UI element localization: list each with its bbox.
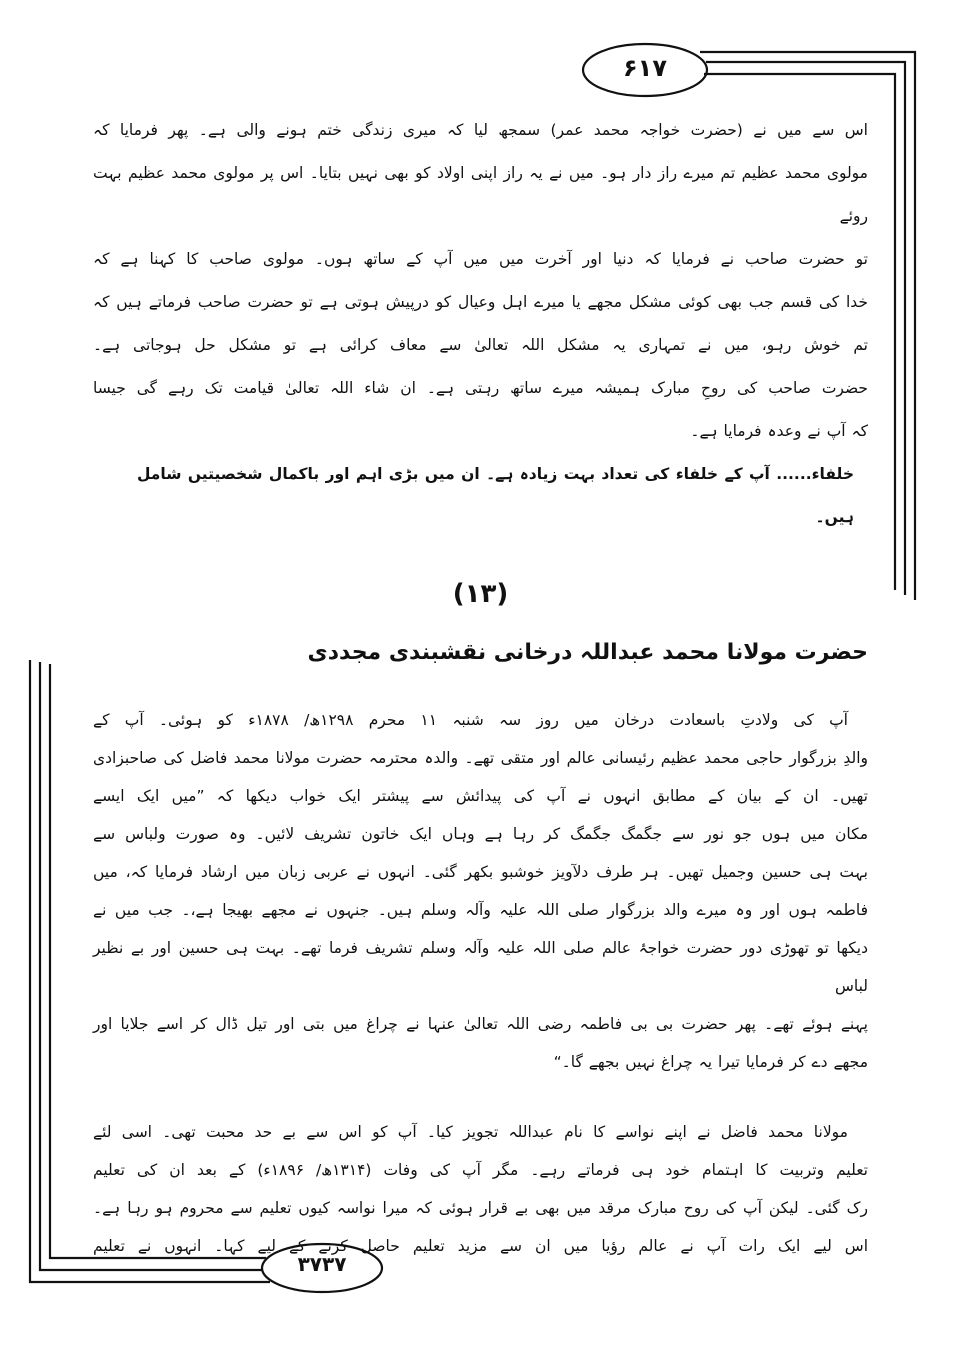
khulafa-line: خلفاء...... آپ کے خلفاء کی تعداد بہت زیادہ ہے۔ ان میں بڑی اہم اور باکمال شخصیتیں شامل ہیں۔ xyxy=(136,465,854,526)
text-line: تعلیم وتربیت کا اہتمام خود ہی فرماتے رہے۔ مگر آپ کی وفات (۱۳۱۴ھ/ ۱۸۹۶ء) کے بعد ان کی تعلیم xyxy=(93,1161,868,1179)
text-line: اس لیے ایک رات آپ نے عالم رؤیا میں ان سے مزید تعلیم حاصل کرنے کے لیے کہا۔ انہوں نے تعلیم xyxy=(93,1237,868,1255)
paragraph-birth xyxy=(93,701,868,1081)
text-line: کہ آپ نے وعدہ فرمایا ہے۔ xyxy=(690,422,868,440)
text-line: مکان میں ہوں جو نور سے جگمگ جگمگ کر رہا ہے وہاں ایک خاتون تشریف لائیں۔ وہ صورت ولباس سے xyxy=(93,825,868,843)
text-line: پہنے ہوئے تھے۔ پھر حضرت بی بی فاطمہ رضی اللہ تعالیٰ عنہا نے چراغ میں بتی اور تیل ڈال کر اسے جلایا اور xyxy=(93,1015,868,1033)
section-1-text xyxy=(93,109,868,539)
text-line: تھیں۔ ان کے بیان کے مطابق انہوں نے آپ کی پیدائش سے پیشتر ایک خواب دیکھا کہ ”میں ایک ایسے xyxy=(93,787,868,805)
text-line: فاطمہ ہوں اور وہ میرے والد بزرگوار صلی اللہ علیہ وآلہ وسلم ہیں۔ جنہوں نے مجھے بھیجا ہے،۔ جب میں نے xyxy=(93,901,868,919)
text-line: بہت ہی حسین وجمیل تھیں۔ ہر طرف دلآویز خوشبو بکھر گئی۔ انہوں نے عربی زبان میں ارشاد فرمایا کہ، میں xyxy=(93,863,868,881)
section-title: حضرت مولانا محمد عبداللہ درخانی نقشبندی مجددی xyxy=(307,640,868,665)
text-line: تم خوش رہو، میں نے تمہاری یہ مشکل اللہ تعالیٰ سے معاف کرائی ہے تو مشکل حل ہوجاتی ہے۔ xyxy=(93,336,868,354)
text-line: مولانا محمد فاضل نے اپنے نواسے کا نام عبداللہ تجویز کیا۔ آپ کو اس سے بے حد محبت تھی۔ اسی لئے xyxy=(93,1123,848,1141)
text-line: حضرت صاحب کی روحِ مبارک ہمیشہ میرے ساتھ رہتی ہے۔ ان شاء اللہ تعالیٰ قیامت تک رہے گی جیسا xyxy=(93,379,868,397)
section-number: (۱۳) xyxy=(452,579,509,609)
text-line: والدِ بزرگوار حاجی محمد عظیم رئیسانی عالم اور متقی تھے۔ والدہ محترمہ حضرت مولانا محمد فاضل کی صاحبزادی xyxy=(93,749,868,767)
text-line: مولوی محمد عظیم تم میرے راز دار ہو۔ میں نے یہ راز اپنی اولاد کو بھی نہیں بتایا۔ اس پر مولوی محمد عظیم بہت روئے xyxy=(93,164,868,225)
text-line: اس سے میں نے (حضرت خواجہ محمد عمر) سمجھ لیا کہ میری زندگی ختم ہونے والی ہے۔ پھر فرمایا کہ xyxy=(93,121,868,139)
text-line: مجھے دے کر فرمایا تیرا یہ چراغ نہیں بجھے گا۔“ xyxy=(553,1053,868,1071)
text-line: تو حضرت صاحب نے فرمایا کہ دنیا اور آخرت میں میں آپ کے ساتھ ہوں۔ مولوی صاحب کا کہنا ہے کہ xyxy=(93,250,868,268)
page-body xyxy=(93,109,868,1265)
text-line: خدا کی قسم جب بھی کوئی مشکل مجھے یا میرے اہل وعیال کو درپیش ہوتی ہے تو حضرت صاحب فرماتے ہیں کہ xyxy=(93,293,868,311)
text-line: دیکھا تو تھوڑی دور حضرت خواجۂ عالم صلی اللہ علیہ وآلہ وسلم تشریف فرما تھے۔ بہت ہی حسین اور بے نظیر لباس xyxy=(93,939,868,995)
text-line: آپ کی ولادتِ باسعادت درخان میں روز سہ شنبہ ۱۱ محرم ۱۲۹۸ھ/ ۱۸۷۸ء کو ہوئی۔ آپ کے xyxy=(93,711,848,729)
text-line: رک گئی۔ لیکن آپ کی روح مبارک مرقد میں بھی بے قرار ہوئی کہ میرا نواسہ کیوں تعلیم سے محروم ہو رہا ہے۔ xyxy=(93,1199,868,1217)
page-number-bottom: ۳۷۳۷ xyxy=(297,1252,347,1276)
page-number-top: ۶۱۷ xyxy=(623,54,667,82)
paragraph-education xyxy=(93,1113,868,1265)
